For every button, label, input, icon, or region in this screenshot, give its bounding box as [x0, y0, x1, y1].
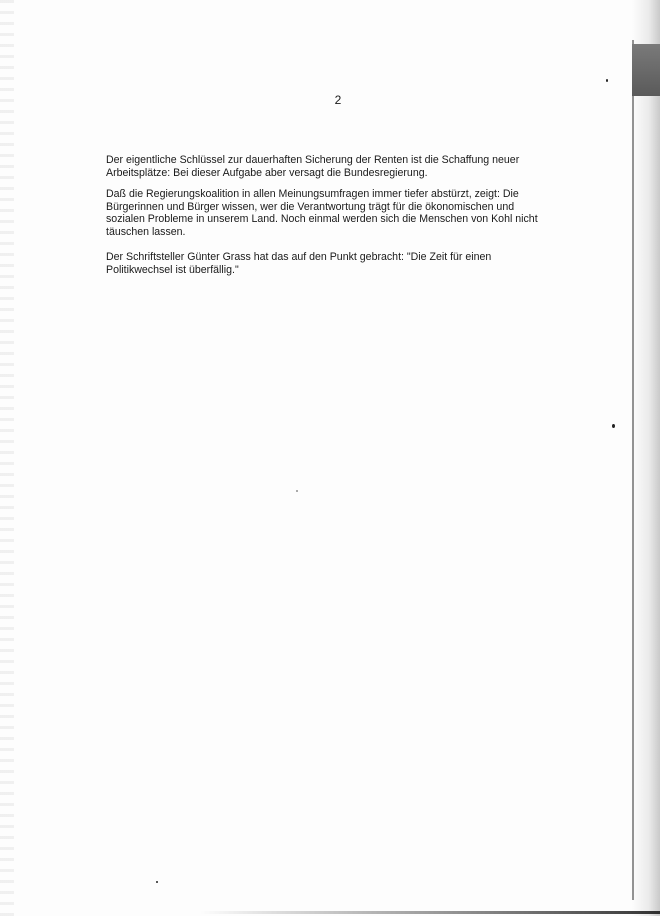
text-line: Daß die Regierungskoalition in allen Meinungsumfragen immer tiefer abstürzt, zeigt: Die: [106, 188, 519, 200]
paragraph-grass-quote: [106, 251, 566, 276]
text-line: Arbeitsplätze: Bei dieser Aufgabe aber versagt die Bundesregierung.: [106, 166, 428, 179]
scan-speck: [296, 490, 298, 492]
scan-speck: [156, 881, 158, 883]
text-line: Der eigentliche Schlüssel zur dauerhaften Sicherung der Renten ist die Schaffung neuer: [106, 154, 520, 166]
text-line: Politikwechsel ist überfällig.": [106, 263, 239, 276]
scan-tab-mark: [632, 44, 660, 96]
text-line: Bürgerinnen und Bürger wissen, wer die Verantwortung trägt für die ökonomischen und: [106, 200, 515, 213]
paragraph-pension-security: [106, 154, 566, 179]
scan-speck: [606, 79, 608, 82]
scan-right-edge: [632, 0, 660, 916]
paragraph-coalition-polls: [106, 188, 566, 238]
scan-edge-line: [632, 40, 634, 900]
text-line: täuschen lassen.: [106, 225, 186, 238]
scan-bottom-edge: [200, 911, 660, 914]
scan-left-edge: [0, 0, 14, 916]
page-number: 2: [334, 93, 342, 107]
text-line: Der Schriftsteller Günter Grass hat das auf den Punkt gebracht: "Die Zeit für einen: [106, 251, 492, 263]
text-line: sozialen Probleme in unserem Land. Noch einmal werden sich die Menschen von Kohl nicht: [106, 213, 538, 226]
scan-speck: [612, 424, 615, 428]
